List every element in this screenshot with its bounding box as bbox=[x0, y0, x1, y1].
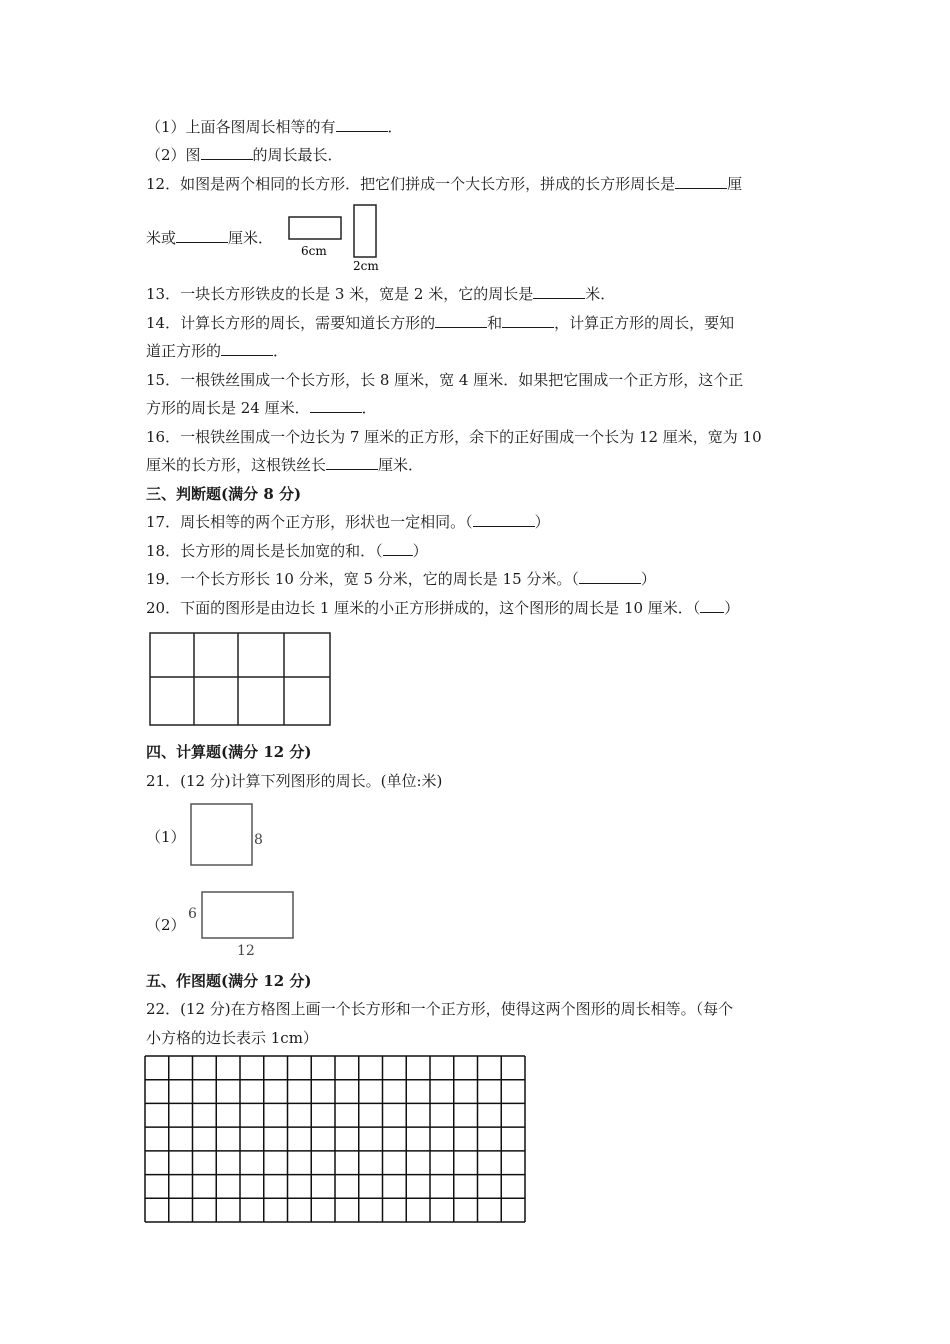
q14-line-a bbox=[146, 312, 734, 334]
judge-blank[interactable] bbox=[473, 512, 535, 527]
q12-figure bbox=[285, 200, 395, 275]
judge-blank[interactable] bbox=[383, 541, 413, 556]
judge-blank[interactable] bbox=[579, 569, 641, 584]
q15-text-b-end: ． bbox=[361, 399, 377, 417]
horizontal-rectangle bbox=[289, 217, 341, 239]
q13-text-end: 米． bbox=[585, 285, 616, 303]
q14-text-b: 道正方形的 bbox=[146, 342, 222, 360]
q16-line-a bbox=[146, 426, 762, 448]
answer-blank[interactable] bbox=[336, 117, 388, 132]
answer-blank[interactable] bbox=[310, 398, 362, 413]
q21: 21．(12 分)计算下列图形的周长。(单位:米) bbox=[146, 772, 443, 790]
q19-text-end: ） bbox=[640, 570, 656, 588]
answer-blank[interactable] bbox=[176, 228, 228, 243]
answer-blank[interactable] bbox=[201, 145, 253, 160]
square-side-label: 8 bbox=[254, 832, 263, 848]
q14-line-b bbox=[146, 340, 288, 362]
answer-blank[interactable] bbox=[533, 284, 585, 299]
q11-1-text: （1）上面各图周长相等的有 bbox=[146, 118, 336, 136]
rectangle bbox=[202, 892, 293, 938]
answer-blank[interactable] bbox=[221, 341, 273, 356]
q22-drawing-grid[interactable] bbox=[143, 1054, 529, 1226]
q11-1 bbox=[146, 116, 403, 138]
q11-2-text: （2）图 bbox=[146, 146, 201, 164]
q11-2 bbox=[146, 144, 343, 166]
q21-2-label: （2） bbox=[146, 916, 186, 934]
q12-text: 12．如图是两个相同的长方形．把它们拼成一个大长方形，拼成的长方形周长是 bbox=[146, 175, 676, 193]
q21-square-figure bbox=[188, 800, 268, 870]
q11-2-end: 的周长最长． bbox=[252, 146, 343, 164]
q12-line-a bbox=[146, 173, 742, 195]
q16-text-b-end: 厘米． bbox=[378, 456, 424, 474]
answer-blank[interactable] bbox=[435, 313, 487, 328]
q21-rect-figure bbox=[185, 888, 300, 960]
q12-line-b bbox=[146, 227, 273, 249]
q17 bbox=[146, 511, 550, 533]
q15-text-b: 方形的周长是 24 厘米． bbox=[146, 399, 310, 417]
q16-text: 16．一根铁丝围成一个边长为 7 厘米的正方形，余下的正好围成一个长为 12 厘米，宽为 10 bbox=[146, 428, 762, 446]
q12-text-b: 米或 bbox=[146, 229, 177, 247]
q18-text-end: ） bbox=[412, 542, 428, 560]
answer-blank[interactable] bbox=[326, 455, 378, 470]
section-4-heading: 四、计算题(满分 12 分) bbox=[146, 743, 312, 761]
q22-line-b: 小方格的边长表示 1cm） bbox=[146, 1029, 318, 1047]
vertical-rectangle bbox=[354, 205, 376, 257]
q14-text-mid: 和 bbox=[487, 314, 503, 332]
q18-text: 18．长方形的周长是长加宽的和．（ bbox=[146, 542, 383, 560]
q21-1-label: （1） bbox=[146, 828, 186, 846]
answer-blank[interactable] bbox=[502, 313, 554, 328]
q13 bbox=[146, 283, 615, 305]
q15-line-b bbox=[146, 397, 377, 419]
q17-text: 17．周长相等的两个正方形，形状也一定相同。（ bbox=[146, 513, 473, 531]
section-5-heading: 五、作图题(满分 12 分) bbox=[146, 972, 312, 990]
q20-grid-figure bbox=[148, 631, 334, 729]
q12-text-b-end: 厘米． bbox=[228, 229, 274, 247]
q14-text: 14．计算长方形的周长，需要知道长方形的 bbox=[146, 314, 436, 332]
q13-text: 13．一块长方形铁皮的长是 3 米，宽是 2 米，它的周长是 bbox=[146, 285, 534, 303]
rect-height-label: 6 bbox=[188, 906, 197, 922]
q14-text-end: ，计算正方形的周长，要知 bbox=[554, 314, 735, 332]
section-3-heading: 三、判断题(满分 8 分) bbox=[146, 485, 302, 503]
label-2cm: 2cm bbox=[353, 259, 379, 273]
q19-text: 19．一个长方形长 10 分米，宽 5 分米，它的周长是 15 分米。（ bbox=[146, 570, 579, 588]
q12-text-end: 厘 bbox=[727, 175, 743, 193]
q19 bbox=[146, 568, 656, 590]
q11-1-end: ． bbox=[387, 118, 403, 136]
q15-text: 15．一根铁丝围成一个长方形，长 8 厘米，宽 4 厘米．如果把它围成一个正方形，这个正 bbox=[146, 371, 744, 389]
q18 bbox=[146, 540, 428, 562]
q14-text-b-end: ． bbox=[273, 342, 289, 360]
answer-blank[interactable] bbox=[675, 174, 727, 189]
square bbox=[191, 804, 252, 865]
label-6cm: 6cm bbox=[301, 244, 327, 258]
grid-border bbox=[150, 633, 330, 725]
q16-text-b: 厘米的长方形，这根铁丝长 bbox=[146, 456, 327, 474]
q17-text-end: ） bbox=[534, 513, 550, 531]
rect-width-label: 12 bbox=[237, 943, 255, 959]
q16-line-b bbox=[146, 454, 423, 476]
q20-text: 20．下面的图形是由边长 1 厘米的小正方形拼成的，这个图形的周长是 10 厘米．（ bbox=[146, 599, 701, 617]
q15-line-a bbox=[146, 369, 743, 391]
judge-blank[interactable] bbox=[700, 598, 724, 613]
q22-line-a: 22．(12 分)在方格图上画一个长方形和一个正方形，使得这两个图形的周长相等。（每个 bbox=[146, 1000, 734, 1018]
q20-text-end: ） bbox=[724, 599, 740, 617]
q20 bbox=[146, 597, 739, 619]
